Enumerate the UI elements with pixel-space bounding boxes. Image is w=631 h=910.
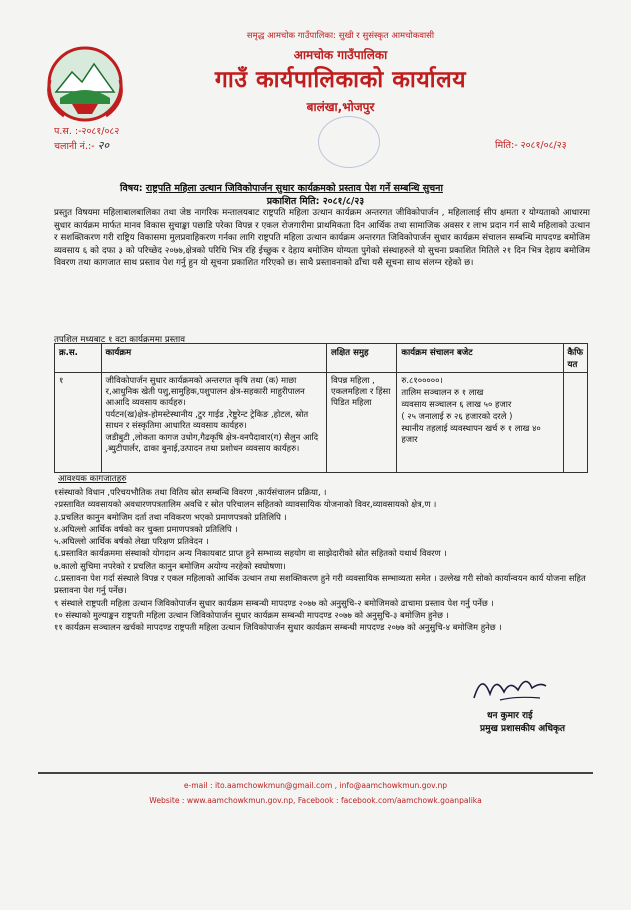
table-row [55, 373, 588, 473]
office-stamp [318, 116, 380, 168]
subject-line: विषय: राष्ट्रपति महिला उत्थान जिविकोपार्जन सुधार कार्यक्रमको प्रस्ताव पेश गर्ने सम्बन्धि सुचना [120, 183, 443, 194]
list-item: ११ कार्यक्रम सञ्चालन खर्चको मापदण्ड राष्ट्रपती महिला उत्थान जिविकोपार्जन सुधार कार्यक्रम सम्बन्धी मापदण्ड २०७७ को अनुसुचि-४ बमोजिम हुनेछ । [54, 622, 502, 633]
budget-item: स्थानीय तहलाई व्यवस्थापन खर्च रु १ लाख ४० हजार [401, 423, 541, 444]
program-item: जडीबुटी ,लोकता कागज उधोग,गैढकृषि क्षेत्र-वनपैदावार(ग) सैलुन आदि ,ब्युटीपार्लर, ढाका बुनाई,उत्पादन तथा प्रशोधन व्यवसाय कार्यहरु। [105, 432, 319, 453]
cell-target: विपन्न महिला , एकलमहिला र हिंसा पिडित महिला [326, 373, 396, 473]
footer-website: Website : www.aamchowkmun.gov.np, Facebook : facebook.com/aamchowk.goanpalika [149, 796, 482, 805]
motto: समृद्ध आमचोक गाउँपालिका: सुखी र सुसंस्कृत आमचोकवासी [246, 31, 435, 41]
page-title: गाउँ कार्यपालिकाको कार्यालय [214, 67, 467, 93]
cell-program [101, 373, 326, 473]
list-item: ६.प्रस्तावित कार्यक्रममा संस्थाको योगदान अन्य निकायबाट प्राप्त हुने सम्भाव्य सहयोग वा साझेदारीको स्रोत सहितको यथार्थ विवरण । [54, 548, 447, 559]
table-header-row [55, 344, 588, 373]
letter-date: मिति:- २०८१/०८/२३ [495, 140, 567, 151]
chalani-number: चलानी नं.:- २० [54, 139, 110, 152]
col-sn: क्र.स. [55, 344, 102, 373]
list-item: ९ संस्थाले राष्ट्रपती महिला उत्थान जिविकोपार्जन सुधार कार्यक्रम सम्बन्धी मापदण्ड २०७७ को अनुसुचि-२ बमोजिमको ढाचामा प्रस्ताव पेश गर्नु पर्नेछ । [54, 597, 494, 608]
col-remarks: कैफि यत [563, 344, 587, 373]
nepal-emblem-icon [42, 42, 128, 122]
list-item: ३.प्रचलित कानुन बमोजिम दर्ता तथा नविकरण भएको प्रमाणपत्रको प्रतिलिपि । [54, 511, 287, 522]
cell-sn: १ [55, 373, 102, 473]
list-item: २प्रस्तावित व्यवसायको अवधारणपत्रतालिम अवधि र स्रोत परिचालन सहितको व्यावसायिक योजनाको विवर,व्यावसायको क्षेत्र,ण । [54, 499, 437, 510]
budget-item: व्यवसाय सञ्चालन ६ लाख ५० हजार [401, 399, 512, 409]
patra-sankhya: प.स. :-२०८१/०८२ [54, 126, 120, 137]
budget-item: ( २५ जनालाई रु २६ हजारको दरले ) [401, 411, 513, 421]
list-item: १० संस्थाको मुल्याङ्कन राष्ट्रपती महिला उत्थान जिविकोपार्जन सुधार कार्यक्रम सम्बन्धी मापदण्ड २०७७ को अनुसुचि-३ बमोजिम हुनेछ । [54, 609, 449, 620]
documents-list [54, 486, 594, 634]
budget-item: तालिम सञ्चालन रु १ लाख [401, 387, 484, 397]
signatory-post: प्रमुख प्रशासकीय अधिकृत [480, 724, 566, 734]
program-item: जीविकोपार्जन सुधार कार्यक्रमको अन्तरगत कृषि तथा (क) माछा र,आधुनिक खेती पशु,सामुहिक,पशुपालन क्षेत्र-सहकारी माहुरीपालन आआदि व्यवसाय कार्यहरु। [105, 375, 305, 407]
program-item: पर्यटन(ख)क्षेत्र-होमस्टेस्थानीय ,टुर गाईड ,रेष्टुरेन्ट ट्रेकिङ ,होटल, स्रोत साधन र संस्कृतिमा आधारित व्यवसाय कार्यहरु। [105, 409, 309, 430]
published-date: प्रकाशित मिति: २०८१/८/२३ [266, 196, 365, 207]
documents-heading: आवश्यक कागजातहरु [58, 474, 127, 484]
footer-email: e-mail : ito.aamchowkmun@gmail.com , info@aamchowkmun.gov.np [183, 781, 448, 790]
subject-text: राष्ट्रपति महिला उत्थान जिविकोपार्जन सुधार कार्यक्रमको प्रस्ताव पेश गर्ने सम्बन्धि सुचना [145, 183, 443, 194]
col-budget: कार्यक्रम संचालन बजेट [397, 344, 563, 373]
cell-budget [397, 373, 563, 473]
signatory-name: धन कुमार राई [487, 711, 533, 721]
budget-total: रु.८१०००००। [401, 375, 443, 385]
program-table [54, 343, 588, 473]
cell-remarks [563, 373, 587, 473]
table-caption: तपशिल मध्यबाट १ वटा कार्यक्रममा प्रस्ताव [54, 335, 186, 345]
office-location: बालंखा,भोजपुर [306, 100, 375, 114]
chalani-number-value: २० [97, 139, 110, 152]
notice-body: प्रस्तुत विषयमा महिलाबालबालिका तथा जेष्ठ नागरिक मन्तालयबाट राष्ट्रपति महिला उत्थान कार्यक्रम अन्तरगत जीविकोपार्जन , महिलालाई सीप क्षमता र योग्यताको आधारमा सुधार कार्यक्रम मार्फत मानव विकास सुचाङ्का पछाडि परेका विपन्न र एकल रोजगारीमा प्राथमिकता दिन आर्थिक तथा सामाजिक अवसर र लाभ प्रदान गर्न साथै महिलाको उत्थान र सशक्तिकरण गरी राष्ट्रिय विकासमा मुलप्रवाहिकरण गर्नका लागि राष्ट्रपति महिला उत्थान कार्यक्रम अन्तरगत जिविकोपार्जन सुधार कार्यक्रम संचालन सम्बन्धि मापदण्ड बमोजिम व्यवसाय ६ को दफा ३ को परिच्छेद २०७७,क्षेत्रको परिधि भित्र रहि ईच्छुक र देहाय बमोजिम योग्यता पुगेको संस्थाहरुले यो सुचना प्रकाशित मितिले २१ दिन भित्र देहाय बमोजिम विवरण तथा कागजात साथ प्रस्ताव पेश गर्नु हुन यो सूचना प्रकाशित गरिएको छ। साथै प्रस्तावनाको ढाँचा यसै सूचना साथ संलग्न रहेको छ। [54, 208, 590, 269]
list-item: ८.प्रस्तावना पेश गर्दा संस्थाले विपन्न र एकल महिलाको आर्थिक उत्थान तथा सशक्तिकरण हुने गरी व्यवसायिक सम्भाव्यता समेत । उल्लेख गरी सोको कार्यान्वयन कार्य योजना सहित प्रस्तावना पेश गर्नु पर्नेछ। [54, 573, 586, 596]
office-name: आमचोक गाउँपालिका [293, 48, 388, 62]
col-target: लक्षित समुह [326, 344, 396, 373]
list-item: १संस्थाको विधान ,परिचयभौतिक तथा वितिय स्रोत सम्बन्धि विवरण ,कार्यसंचालन प्रक्रिया, । [54, 487, 327, 497]
list-item: ५.अघिल्लो आर्थिक बर्षको लेखा परिक्षण प्रतिवेदन । [54, 536, 209, 547]
handwritten-signature [470, 668, 550, 706]
list-item: ४.अघिल्लो आर्थिक वर्षको कर चुक्ता प्रमाणपत्रको प्रतिलिपि । [54, 523, 238, 534]
col-program: कार्यक्रम [101, 344, 326, 373]
list-item: ७.कालो सुचिमा नपरेको र प्रचलित कानुन बमोजिम अयोग्य नरहेको स्वघोषणा। [54, 560, 286, 571]
footer-divider [38, 772, 593, 774]
